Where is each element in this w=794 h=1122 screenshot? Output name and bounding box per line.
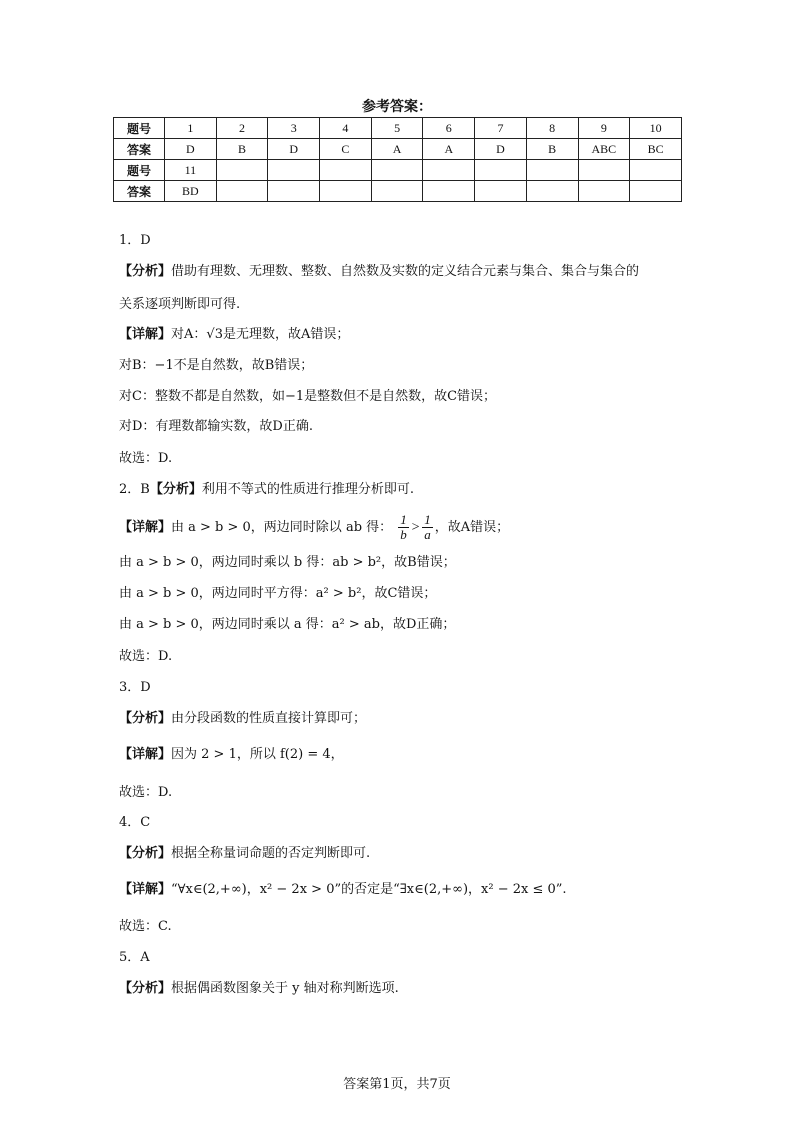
q1-detail-a [119,325,349,345]
fraction-denominator: b [400,527,407,542]
table-cell: 5 [371,118,423,139]
q4-conclusion: 故选：C. [119,919,172,934]
table-cell: 9 [578,118,630,139]
q3-detail [119,745,344,765]
table-cell: A [371,139,423,160]
table-cell: 10 [630,118,682,139]
table-cell [216,181,268,202]
fraction-denominator: a [424,527,431,542]
q1-analysis-line1 [119,262,639,282]
table-cell: D [475,139,527,160]
analysis-tag: 【分析】 [119,846,172,861]
q1-detail-a-text: 对A：√3是无理数，故A错误； [171,327,350,342]
table-cell [630,160,682,181]
q3-analysis-text: 由分段函数的性质直接计算即可； [171,711,367,726]
analysis-tag: 【分析】 [119,264,172,279]
q2-heading [119,480,414,500]
table-cell: D [165,139,217,160]
fraction-1-over-a [422,513,433,542]
table-cell: ABC [578,139,630,160]
table-cell: BC [630,139,682,160]
table-cell: 7 [475,118,527,139]
table-cell [371,160,423,181]
q4-heading: 4．C [119,815,151,830]
q2-detail-1 [119,513,509,543]
q5-heading: 5．A [119,950,150,965]
table-cell [475,160,527,181]
page-title: 参考答案： [362,99,432,115]
q3-analysis [119,709,366,729]
q4-analysis-text: 根据全称量词命题的否定判断即可. [171,846,371,861]
table-cell: 8 [526,118,578,139]
greater-than-symbol: > [410,520,421,535]
table-row [114,139,682,160]
row-header: 题号 [114,118,165,139]
table-cell [216,160,268,181]
q5-analysis [119,979,399,999]
q1-detail-b: 对B：−1不是自然数，故B错误； [119,358,314,373]
table-cell [423,160,475,181]
table-cell [268,181,320,202]
q1-detail-d: 对D：有理数都输实数，故D正确. [119,419,313,434]
table-cell: BD [165,181,217,202]
table-cell [630,181,682,202]
q2-analysis-text: 利用不等式的性质进行推理分析即可. [201,482,414,497]
detail-tag: 【详解】 [119,327,172,342]
q1-heading: 1．D [119,233,151,248]
analysis-tag: 【分析】 [149,482,202,497]
fraction-numerator: 1 [424,512,431,527]
table-cell: D [268,139,320,160]
table-row [114,181,682,202]
fraction-1-over-b [398,513,409,542]
q3-conclusion: 故选：D. [119,785,173,800]
table-cell [320,181,372,202]
q2-detail-2: 由 a > b > 0，两边同时乘以 b 得：ab > b²，故B错误； [119,555,456,570]
q4-detail-text: “∀x∈(2,+∞)，x² − 2x > 0”的否定是“∃x∈(2,+∞)，x² − 2x ≤ 0”. [171,882,567,897]
table-cell: C [320,139,372,160]
table-cell: 1 [165,118,217,139]
row-header: 答案 [114,139,165,160]
q5-analysis-text: 根据偶函数图象关于 y 轴对称判断选项. [171,981,399,996]
table-cell: 4 [320,118,372,139]
table-cell: 2 [216,118,268,139]
table-row [114,118,682,139]
analysis-tag: 【分析】 [119,981,172,996]
table-row [114,160,682,181]
detail-tag: 【详解】 [119,882,172,897]
q4-analysis [119,844,370,864]
table-cell [423,181,475,202]
table-cell [578,181,630,202]
q2-num: 2．B [119,482,150,497]
table-cell [320,160,372,181]
table-cell: 6 [423,118,475,139]
q2-detail-1-pre: 由 a > b > 0，两边同时除以 ab 得： [171,520,393,535]
q1-conclusion: 故选：D. [119,451,173,466]
table-cell: A [423,139,475,160]
q1-detail-c: 对C：整数不都是自然数，如−1是整数但不是自然数，故C错误； [119,389,497,404]
detail-tag: 【详解】 [119,747,172,762]
fraction-numerator: 1 [400,512,407,527]
row-header: 题号 [114,160,165,181]
q1-analysis-text: 借助有理数、无理数、整数、自然数及实数的定义结合元素与集合、集合与集合的 [171,264,640,279]
table-cell [475,181,527,202]
table-cell [578,160,630,181]
q2-detail-4: 由 a > b > 0，两边同时乘以 a 得：a² > ab，故D正确； [119,617,456,632]
analysis-tag: 【分析】 [119,711,172,726]
answer-table [113,117,682,202]
row-header: 答案 [114,181,165,202]
q2-conclusion: 故选：D. [119,649,173,664]
q4-detail [119,880,567,900]
table-cell [526,160,578,181]
table-cell: B [526,139,578,160]
table-cell: 3 [268,118,320,139]
table-cell: B [216,139,268,160]
table-cell [268,160,320,181]
table-cell [526,181,578,202]
page-footer: 答案第1页，共7页 [343,1077,451,1092]
q1-analysis-line2: 关系逐项判断即可得. [119,297,241,312]
table-cell [371,181,423,202]
detail-tag: 【详解】 [119,520,172,535]
q2-detail-1-post: ，故A错误； [434,520,510,535]
q3-detail-text: 因为 2 > 1，所以 f(2) = 4， [171,747,344,762]
table-cell: 11 [165,160,217,181]
q3-heading: 3．D [119,680,151,695]
q2-detail-3: 由 a > b > 0，两边同时平方得：a² > b²，故C错误； [119,586,437,601]
